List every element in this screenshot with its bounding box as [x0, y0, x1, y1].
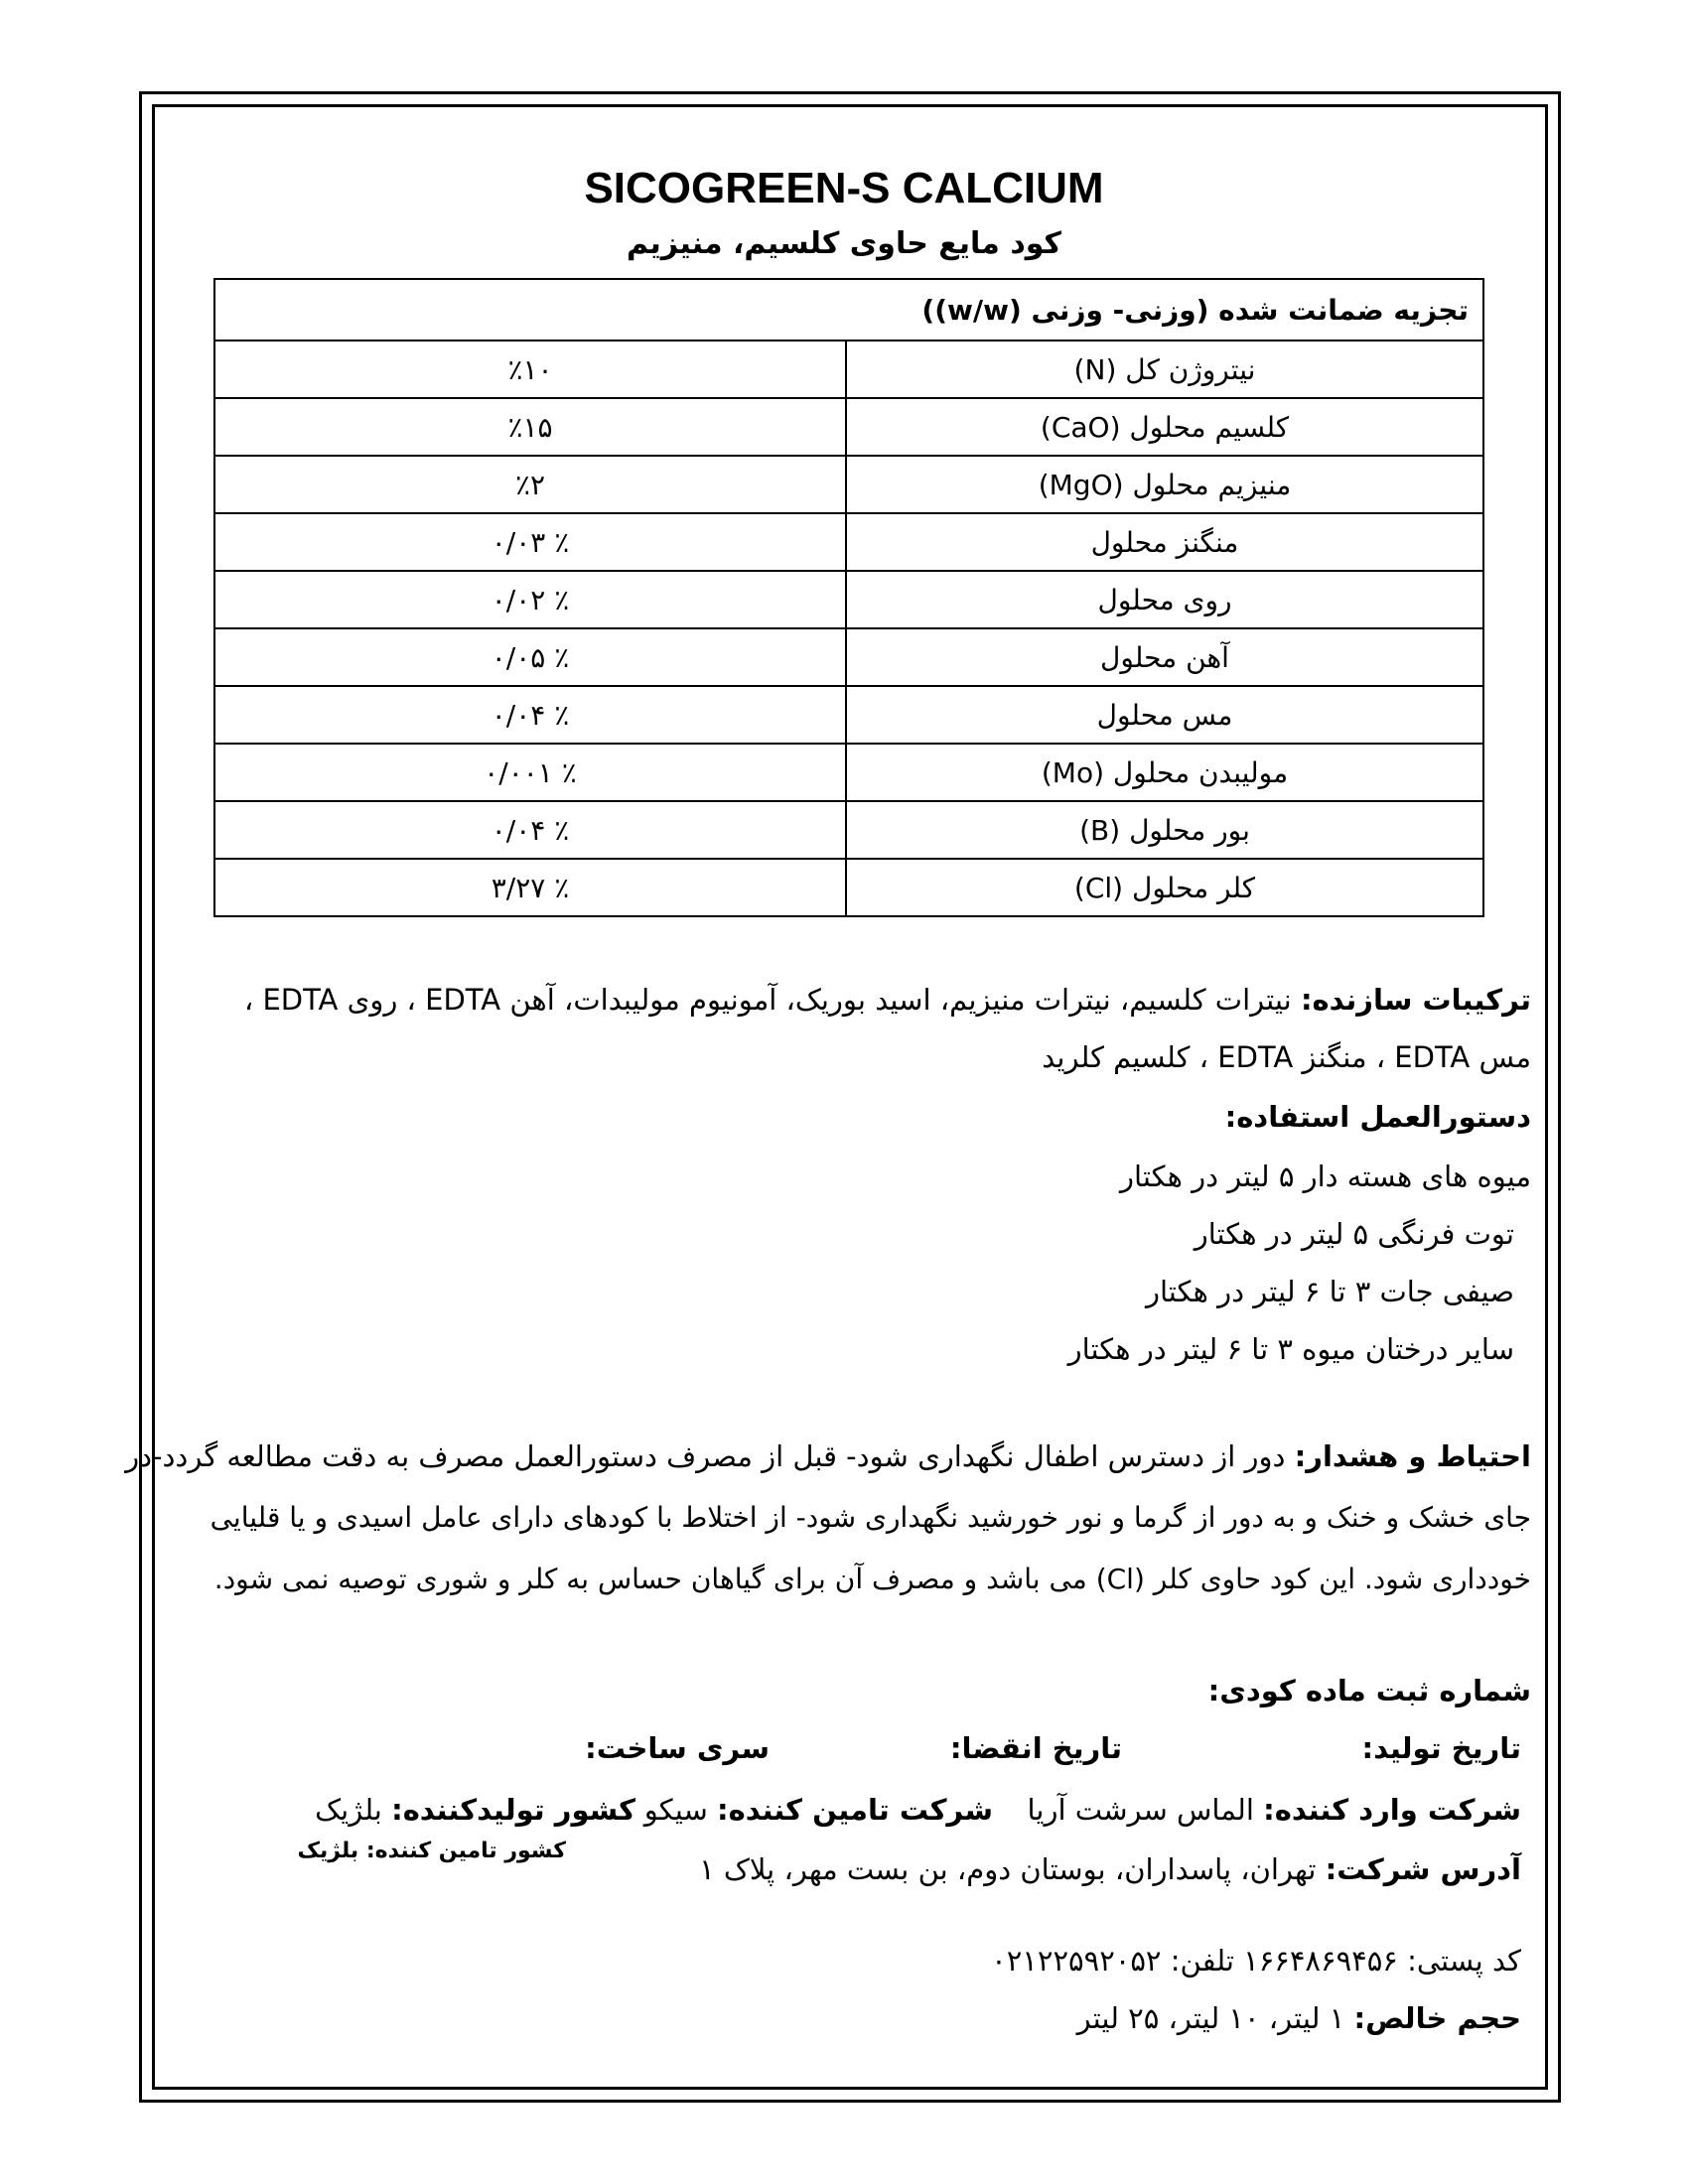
usage-heading: دستورالعمل استفاده: — [1224, 1100, 1531, 1134]
warning-line-2: جای خشک و خنک و به دور از گرما و نور خورشید نگهداری شود- از اختلاط با کودهای دارای عامل اسیدی و یا قلیایی — [210, 1501, 1531, 1534]
ingredients-line-1 — [244, 983, 1531, 1017]
ingredients-label: ترکیبات سازنده: — [1300, 983, 1531, 1017]
nutrient-name: کلسیم محلول (CaO) — [846, 398, 1483, 456]
table-header-row — [214, 279, 1483, 341]
net-volume-info — [1077, 2001, 1521, 2035]
producer-country-info — [315, 1793, 635, 1827]
nutrient-value: ٪۱۰ — [214, 341, 846, 398]
table-row — [214, 456, 1483, 513]
product-title: SICOGREEN-S CALCIUM — [584, 164, 1104, 212]
warning-line-1 — [125, 1439, 1531, 1473]
table-row — [214, 341, 1483, 398]
nutrient-value: ٪ ۰/۰۲ — [214, 571, 846, 628]
nutrient-value: ٪ ۰/۰۰۱ — [214, 744, 846, 801]
importer-label: شرکت وارد کننده: — [1263, 1793, 1521, 1827]
supplier-label: شرکت تامین کننده: — [717, 1793, 993, 1827]
table-row — [214, 744, 1483, 801]
nutrient-name: مس محلول — [846, 686, 1483, 744]
importer-info — [1028, 1793, 1521, 1827]
nutrient-name: بور محلول (B) — [846, 801, 1483, 859]
net-volume-value: ۱ لیتر، ۱۰ لیتر، ۲۵ لیتر — [1076, 2001, 1345, 2035]
nutrient-name: روی محلول — [846, 571, 1483, 628]
postal-phone-line: کد پستی: ۱۶۶۴۸۶۹۴۵۶ تلفن: ۰۲۱۲۲۵۹۲۰۵۲ — [991, 1944, 1521, 1978]
ingredients-text: نیترات کلسیم، نیترات منیزیم، اسید بوریک، آمونیوم مولیبدات، آهن EDTA ، روی EDTA ، — [243, 983, 1292, 1017]
expiry-date-label: تاریخ انقضا: — [949, 1731, 1122, 1765]
nutrient-value: ٪ ۰/۰۵ — [214, 628, 846, 686]
nutrient-name: نیتروژن کل (N) — [846, 341, 1483, 398]
table-header: تجزیه ضمانت شده (وزنی- وزنی (w/w)) — [214, 279, 1483, 341]
supplier-value: سیکو — [643, 1793, 708, 1827]
usage-item: صیفی جات ۳ تا ۶ لیتر در هکتار — [1145, 1275, 1514, 1308]
batch-number-label: سری ساخت: — [585, 1731, 770, 1765]
table-row — [214, 801, 1483, 859]
address-value: تهران، پاسداران، بوستان دوم، بن بست مهر، پلاک ۱ — [699, 1852, 1317, 1886]
supplier-country-info — [297, 1839, 566, 1863]
nutrient-value: ٪۱۵ — [214, 398, 846, 456]
product-subtitle: کود مایع حاوی کلسیم، منیزیم — [627, 226, 1061, 261]
address-label: آدرس شرکت: — [1325, 1852, 1521, 1886]
table-row — [214, 398, 1483, 456]
table-row — [214, 628, 1483, 686]
table-row — [214, 686, 1483, 744]
table-row — [214, 571, 1483, 628]
nutrient-name: مولیبدن محلول (Mo) — [846, 744, 1483, 801]
table-row — [214, 859, 1483, 916]
producer-country-label: کشور تولیدکننده: — [391, 1793, 635, 1827]
supplier-info — [644, 1793, 993, 1827]
net-volume-label: حجم خالص: — [1353, 2001, 1521, 2035]
usage-item: توت فرنگی ۵ لیتر در هکتار — [1194, 1217, 1514, 1251]
producer-country-value: بلژیک — [315, 1793, 382, 1827]
supplier-country-value: بلژیک — [297, 1839, 359, 1863]
ingredients-line-2: مس EDTA ، منگنز EDTA ، کلسیم کلرید — [1042, 1040, 1531, 1074]
production-date-label: تاریخ تولید: — [1361, 1731, 1521, 1765]
nutrient-value: ٪۲ — [214, 456, 846, 513]
nutrient-value: ٪ ۰/۰۴ — [214, 686, 846, 744]
nutrient-value: ٪ ۰/۰۴ — [214, 801, 846, 859]
nutrient-value: ٪ ۳/۲۷ — [214, 859, 846, 916]
registration-number-label: شماره ثبت ماده کودی: — [1207, 1674, 1531, 1707]
supplier-country-label: کشور تامین کننده: — [365, 1839, 566, 1863]
nutrient-value: ٪ ۰/۰۳ — [214, 513, 846, 571]
importer-value: الماس سرشت آریا — [1027, 1793, 1254, 1827]
warning-label: احتیاط و هشدار: — [1294, 1439, 1531, 1473]
address-info — [699, 1852, 1521, 1886]
usage-item: سایر درختان میوه ۳ تا ۶ لیتر در هکتار — [1067, 1332, 1514, 1366]
usage-item: میوه های هسته دار ۵ لیتر در هکتار — [1120, 1160, 1531, 1193]
nutrient-name: کلر محلول (Cl) — [846, 859, 1483, 916]
nutrient-name: منگنز محلول — [846, 513, 1483, 571]
guaranteed-analysis-table — [213, 278, 1484, 917]
nutrient-name: آهن محلول — [846, 628, 1483, 686]
table-row — [214, 513, 1483, 571]
warning-line-3: خودداری شود. این کود حاوی کلر (Cl) می باشد و مصرف آن برای گیاهان حساس به کلر و شوری توصیه نمی شود. — [213, 1563, 1531, 1595]
warning-text: دور از دسترس اطفال نگهداری شود- قبل از مصرف دستورالعمل مصرف به دقت مطالعه گردد-در — [125, 1439, 1286, 1473]
nutrient-name: منیزیم محلول (MgO) — [846, 456, 1483, 513]
